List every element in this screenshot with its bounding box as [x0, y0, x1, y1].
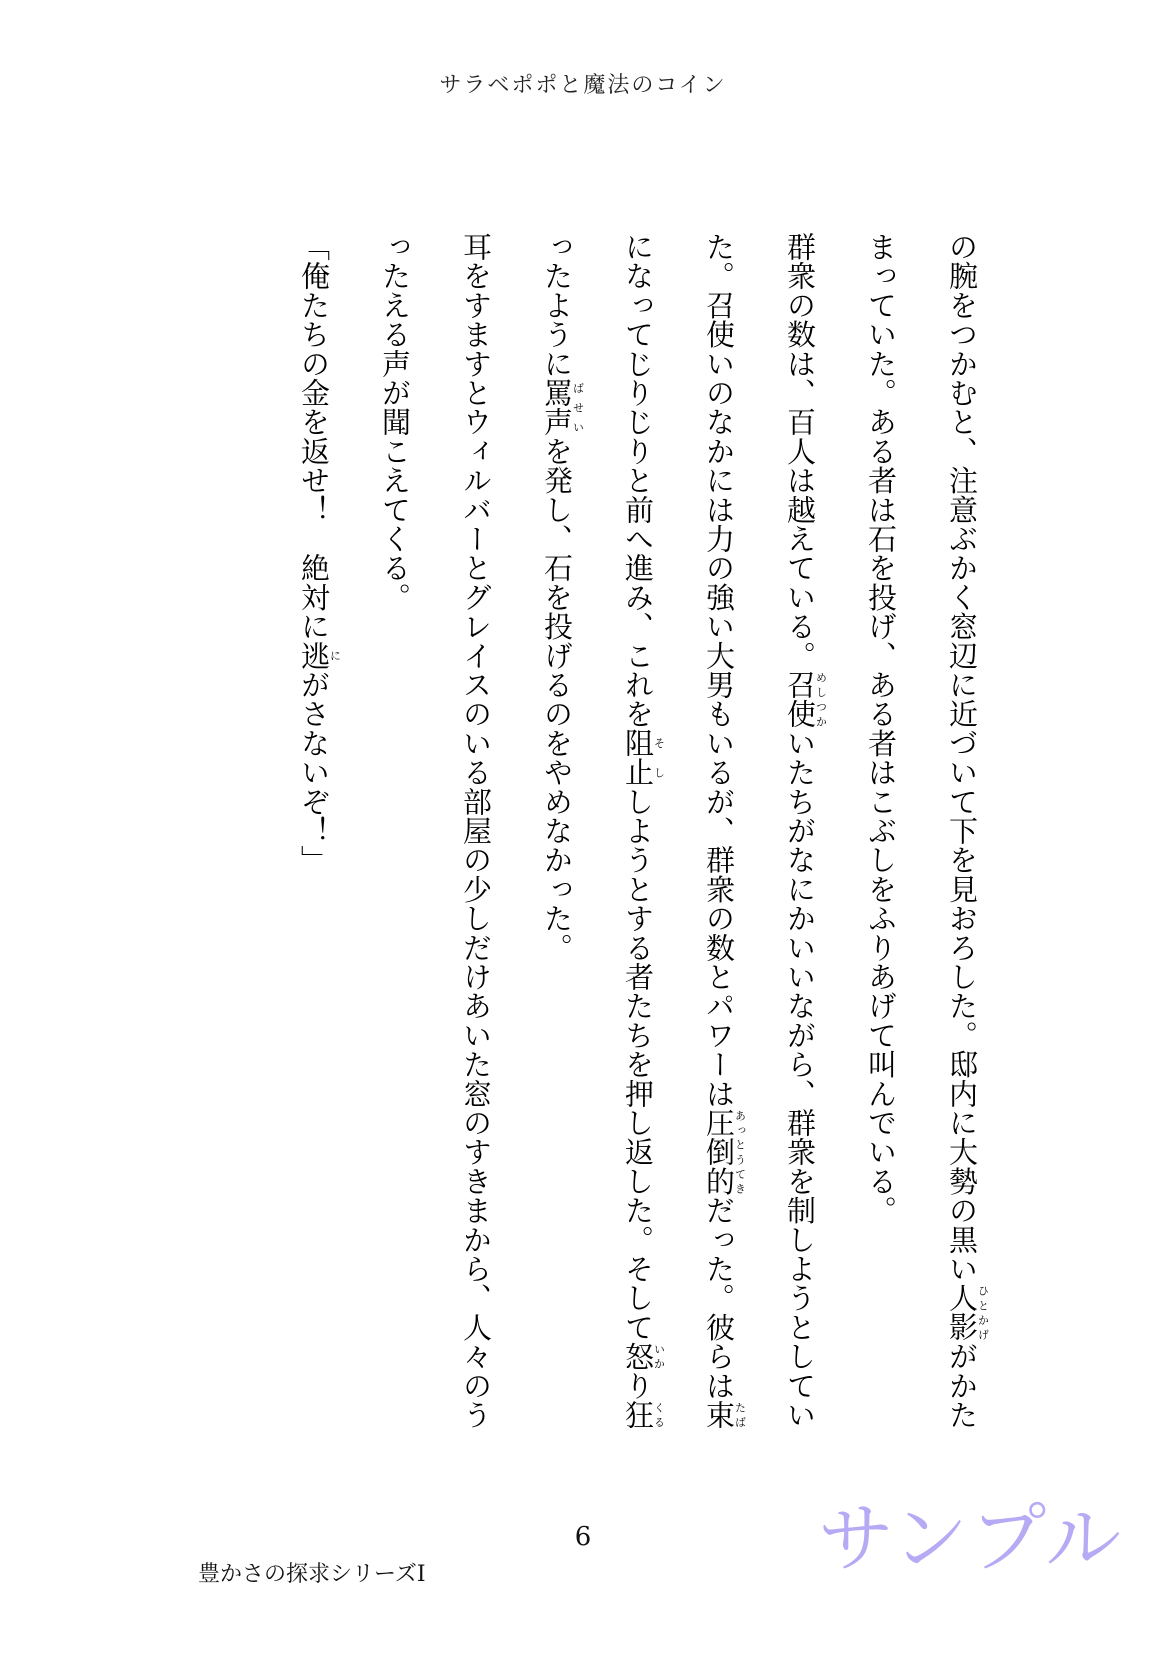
ruby-word: 狂くる [621, 1400, 666, 1430]
ruby-word: 召使めしつか [783, 670, 828, 729]
ruby-word: 逃に [297, 640, 342, 671]
sample-watermark: サンプル [818, 1494, 1124, 1583]
series-title: 豊かさの探求シリーズⅠ [198, 1562, 426, 1587]
paragraph: 群衆の数は、百人は越えている。召使めしつかいたちがなにかいいながら、群衆を制しようとしていた。召使いのなかには力の強い大男もいるが、群衆の数とパワーは圧倒的あっとうてきだった。彼らは束たばになってじりじりと前へ進み、これを阻止そししようとする者たちを押し返した。そして怒いかり狂くるったように罵声ばせいを発し、石を投げるのをやめなかった。 [540, 232, 828, 1430]
ruby-word: 罵声ばせい [540, 378, 585, 437]
paragraph: 「俺たちの金を返せ！ 絶対に逃にがさないぞ！」 [297, 232, 342, 875]
ruby-word: 人影ひとかげ [945, 1283, 990, 1342]
ruby-word: 圧倒的あっとうてき [702, 1108, 747, 1196]
paragraph: の腕をつかむと、注意ぶかく窓辺に近づいて下を見おろした。邸内に大勢の黒い人影ひとかげがかたまっていた。ある者は石を投げ、ある者はこぶしをふりあげて叫んでいる。 [864, 232, 990, 1430]
page-header-title: サラベポポと魔法のコイン [439, 73, 727, 98]
paragraph: 耳をすますとウィルバーとグレイスのいる部屋の少しだけあいた窓のすきまから、人々のうったえる声が聞こえてくる。 [378, 232, 493, 1430]
ruby-word: 束たば [702, 1400, 747, 1430]
ruby-word: 怒いか [621, 1341, 666, 1371]
vertical-body-text [192, 232, 1002, 1442]
ruby-word: 阻止そし [621, 728, 666, 787]
page-number: 6 [574, 1522, 592, 1552]
